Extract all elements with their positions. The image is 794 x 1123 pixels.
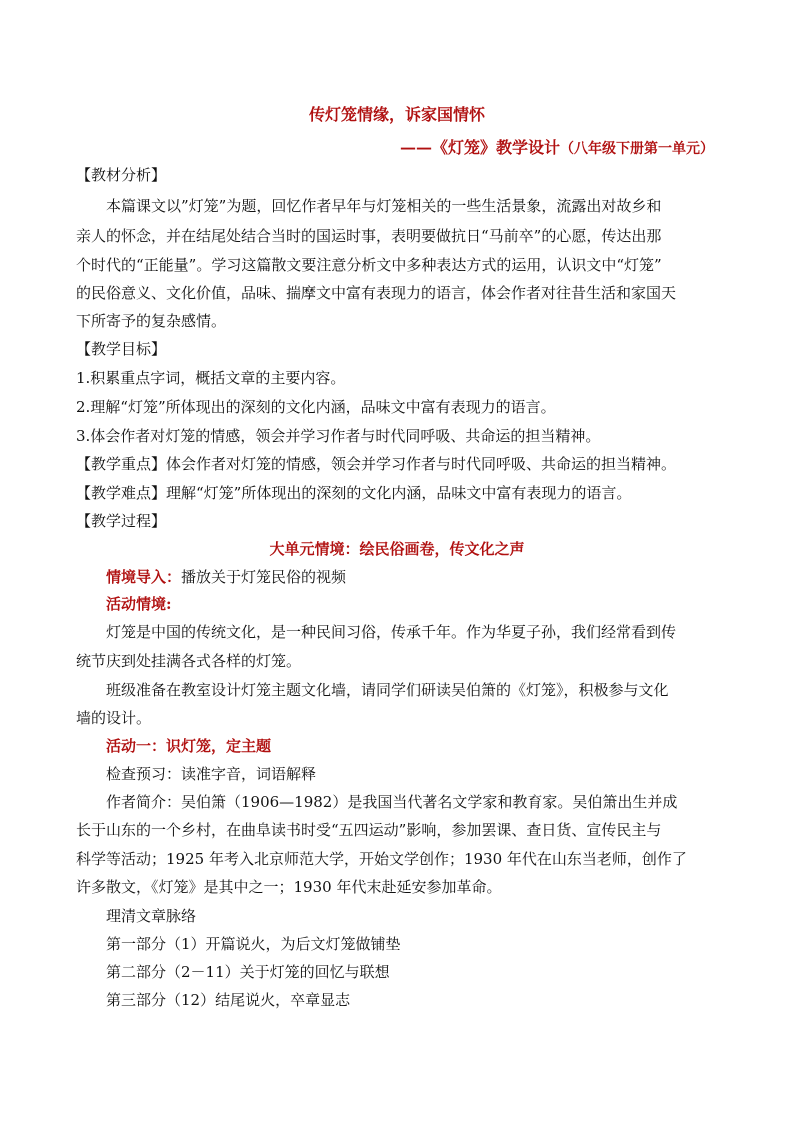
intro-line xyxy=(106,567,346,587)
subtitle-grade: （八年级下册第一单元） xyxy=(560,141,714,157)
analysis-heading: 【教材分析】 xyxy=(76,166,167,184)
structure-heading: 理清文章脉络 xyxy=(106,907,197,925)
author-line: 许多散文，《灯笼》是其中之一；1930 年代末赴延安参加革命。 xyxy=(76,878,502,896)
goal-item: 1.积累重点字词，概括文章的主要内容。 xyxy=(76,369,346,387)
document-title: 传灯笼情缘，诉家国情怀 xyxy=(308,105,485,124)
intro-label: 情境导入： xyxy=(106,568,182,586)
structure-part: 第一部分（1）开篇说火，为后文灯笼做铺垫 xyxy=(106,935,401,953)
unit-situation-heading: 大单元情境：绘民俗画卷，传文化之声 xyxy=(269,540,525,558)
process-heading: 【教学过程】 xyxy=(76,512,167,530)
structure-part: 第三部分（12）结尾说火，卒章显志 xyxy=(106,991,351,1009)
analysis-line: 的民俗意义、文化价值，品味、揣摩文中富有表现力的语言，体会作者对往昔生活和家国天 xyxy=(76,284,677,302)
goal-item: 2.理解“灯笼”所体现出的深刻的文化内涵，品味文中富有表现力的语言。 xyxy=(76,398,556,416)
author-line: 科学等活动；1925 年考入北京师范大学，开始文学创作；1930 年代在山东当老师，创作了 xyxy=(76,850,687,868)
situation-line: 统节庆到处挂满各式各样的灯笼。 xyxy=(76,652,302,670)
analysis-line: 本篇课文以”灯笼”为题，回忆作者早年与灯笼相关的一些生活景象，流露出对故乡和 xyxy=(106,197,662,215)
analysis-line: 亲人的怀念，并在结尾处结合当时的国运时事，表明要做抗日“马前卒”的心愿，传达出那 xyxy=(76,227,662,245)
preview-line: 检查预习：读准字音，词语解释 xyxy=(106,765,317,783)
situation-line: 班级准备在教室设计灯笼主题文化墙，请同学们研读吴伯箫的《灯笼》，积极参与文化 xyxy=(106,681,669,699)
analysis-line: 下所寄予的复杂感情。 xyxy=(76,312,227,330)
situation-line: 灯笼是中国的传统文化，是一种民间习俗，传承千年。作为华夏子孙，我们经常看到传 xyxy=(106,623,677,641)
activity-situation-label: 活动情境: xyxy=(106,595,172,613)
goals-heading: 【教学目标】 xyxy=(76,340,167,358)
activity-one-heading: 活动一：识灯笼，定主题 xyxy=(106,737,272,755)
key-point: 【教学重点】体会作者对灯笼的情感，领会并学习作者与时代同呼吸、共命运的担当精神。 xyxy=(76,455,677,473)
author-line: 作者简介：吴伯箫（1906—1982）是我国当代著名文学家和教育家。吴伯箫出生并成 xyxy=(106,793,678,811)
difficulty-point: 【教学难点】理解“灯笼”所体现出的深刻的文化内涵，品味文中富有表现力的语言。 xyxy=(76,484,632,502)
situation-line: 墙的设计。 xyxy=(76,709,152,727)
structure-part: 第二部分（2－11）关于灯笼的回忆与联想 xyxy=(106,963,390,981)
analysis-line: 个时代的“正能量”。学习这篇散文要注意分析文中多种表达方式的运用，认识文中“灯笼” xyxy=(76,256,662,274)
goal-item: 3.体会作者对灯笼的情感，领会并学习作者与时代同呼吸、共命运的担当精神。 xyxy=(76,427,601,445)
subtitle-main: ——《灯笼》教学设计 xyxy=(399,138,560,157)
author-line: 长于山东的一个乡村，在曲阜读书时受“五四运动”影响，参加罢课、查日货、宣传民主与 xyxy=(76,821,662,839)
document-subtitle xyxy=(400,135,714,158)
intro-text: 播放关于灯笼民俗的视频 xyxy=(181,568,347,586)
